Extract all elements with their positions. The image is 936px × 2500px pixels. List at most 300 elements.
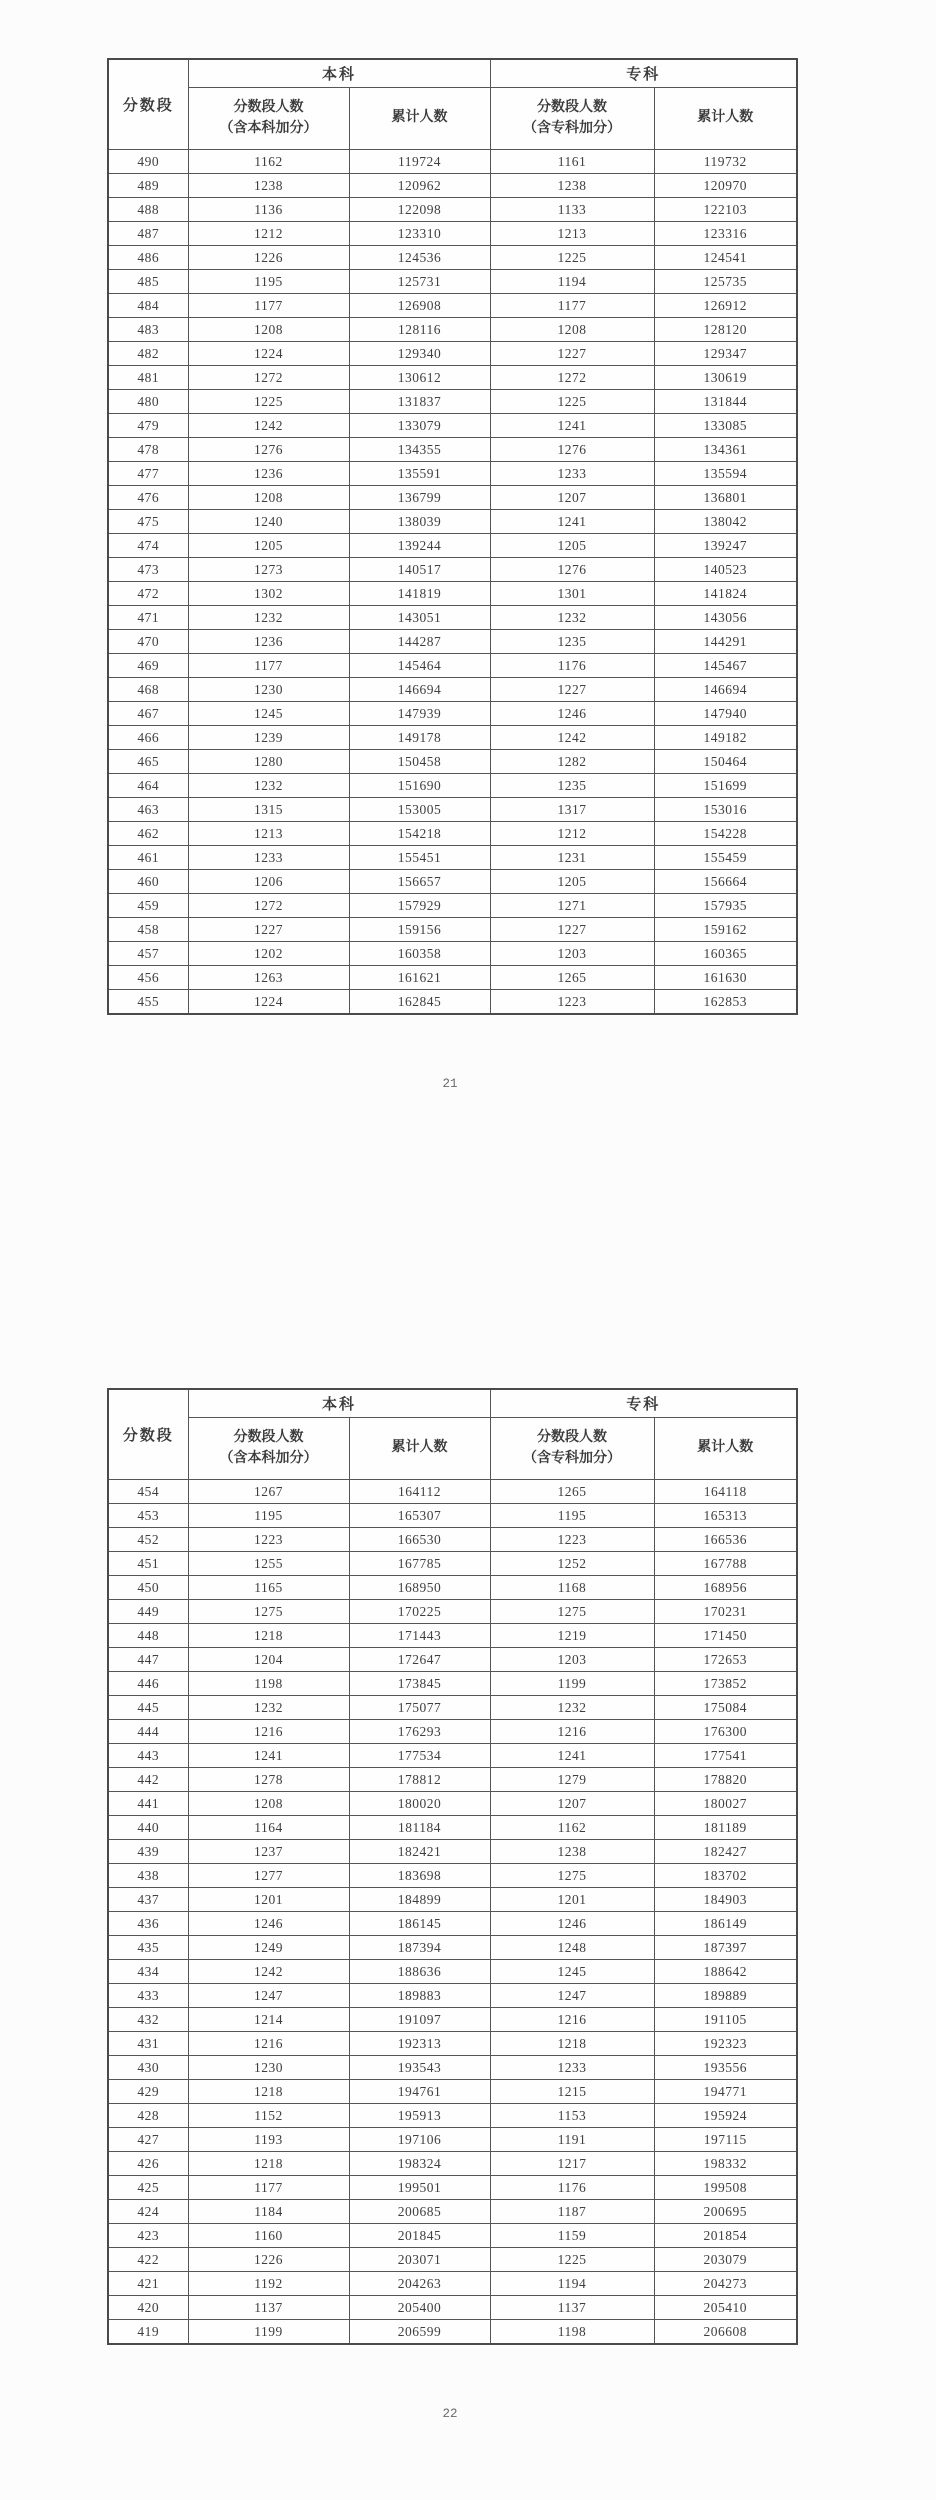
cell: 201845 <box>349 2224 490 2248</box>
cell: 188636 <box>349 1960 490 1984</box>
cell: 1267 <box>188 1480 349 1504</box>
cell: 1223 <box>188 1528 349 1552</box>
cell: 187397 <box>654 1936 797 1960</box>
cell: 446 <box>108 1672 188 1696</box>
cell: 449 <box>108 1600 188 1624</box>
cell: 1265 <box>490 1480 654 1504</box>
group-header-row <box>108 1389 797 1418</box>
cell: 433 <box>108 1984 188 2008</box>
cell: 1218 <box>188 2080 349 2104</box>
cell: 1137 <box>188 2296 349 2320</box>
cell: 463 <box>108 798 188 822</box>
table-row <box>108 606 797 630</box>
cell: 1242 <box>490 726 654 750</box>
cell: 1177 <box>188 654 349 678</box>
cell: 1216 <box>490 1720 654 1744</box>
cell: 133085 <box>654 414 797 438</box>
cell: 126912 <box>654 294 797 318</box>
cell: 1176 <box>490 2176 654 2200</box>
cell: 1194 <box>490 2272 654 2296</box>
header-college-bonus-line: （含专科加分） <box>523 1450 622 1466</box>
header-segment-count-line: 分数段人数 <box>537 1430 608 1446</box>
cell: 205410 <box>654 2296 797 2320</box>
cell: 1232 <box>490 1696 654 1720</box>
cell: 181189 <box>654 1816 797 1840</box>
table-row <box>108 174 797 198</box>
cell: 440 <box>108 1816 188 1840</box>
table-row <box>108 702 797 726</box>
cell: 1252 <box>490 1552 654 1576</box>
table-row <box>108 1528 797 1552</box>
cell: 170225 <box>349 1600 490 1624</box>
cell: 1206 <box>188 870 349 894</box>
cell: 428 <box>108 2104 188 2128</box>
cell: 164112 <box>349 1480 490 1504</box>
cell: 155451 <box>349 846 490 870</box>
cell: 166536 <box>654 1528 797 1552</box>
cell: 145464 <box>349 654 490 678</box>
table-row <box>108 414 797 438</box>
header-junior-college-group: 专科 <box>490 59 797 88</box>
cell: 129347 <box>654 342 797 366</box>
cell: 1276 <box>490 438 654 462</box>
cell: 149178 <box>349 726 490 750</box>
cell: 490 <box>108 150 188 174</box>
table-row <box>108 2104 797 2128</box>
cell: 198332 <box>654 2152 797 2176</box>
cell: 153005 <box>349 798 490 822</box>
cell: 187394 <box>349 1936 490 1960</box>
cell: 454 <box>108 1480 188 1504</box>
cell: 1218 <box>188 1624 349 1648</box>
cell: 1301 <box>490 582 654 606</box>
cell: 1255 <box>188 1552 349 1576</box>
cell: 1317 <box>490 798 654 822</box>
cell: 1159 <box>490 2224 654 2248</box>
cell: 161630 <box>654 966 797 990</box>
cell: 1230 <box>188 678 349 702</box>
cell: 486 <box>108 246 188 270</box>
cell: 134361 <box>654 438 797 462</box>
table-row <box>108 966 797 990</box>
cell: 1194 <box>490 270 654 294</box>
cell: 126908 <box>349 294 490 318</box>
table-header <box>108 59 797 150</box>
cell: 1192 <box>188 2272 349 2296</box>
header-undergrad-bonus-line: （含本科加分） <box>219 120 318 136</box>
table-row <box>108 990 797 1015</box>
cell: 1199 <box>188 2320 349 2345</box>
cell: 1225 <box>188 390 349 414</box>
cell: 419 <box>108 2320 188 2345</box>
cell: 1208 <box>188 318 349 342</box>
cell: 1278 <box>188 1768 349 1792</box>
cell: 1245 <box>490 1960 654 1984</box>
cell: 166530 <box>349 1528 490 1552</box>
table-row <box>108 582 797 606</box>
cell: 180027 <box>654 1792 797 1816</box>
cell: 1207 <box>490 1792 654 1816</box>
cell: 140523 <box>654 558 797 582</box>
cell: 1225 <box>490 246 654 270</box>
cell: 154218 <box>349 822 490 846</box>
table-row <box>108 894 797 918</box>
cell: 489 <box>108 174 188 198</box>
table-row <box>108 2056 797 2080</box>
cell: 199501 <box>349 2176 490 2200</box>
table-row <box>108 942 797 966</box>
cell: 125735 <box>654 270 797 294</box>
cell: 1227 <box>490 678 654 702</box>
cell: 483 <box>108 318 188 342</box>
cell: 154228 <box>654 822 797 846</box>
cell: 466 <box>108 726 188 750</box>
cell: 184899 <box>349 1888 490 1912</box>
cell: 1205 <box>188 534 349 558</box>
cell: 206608 <box>654 2320 797 2345</box>
cell: 195913 <box>349 2104 490 2128</box>
table-row <box>108 198 797 222</box>
cell: 448 <box>108 1624 188 1648</box>
cell: 1176 <box>490 654 654 678</box>
cell: 1271 <box>490 894 654 918</box>
cell: 144291 <box>654 630 797 654</box>
cell: 477 <box>108 462 188 486</box>
column-header-row <box>108 88 797 150</box>
cell: 438 <box>108 1864 188 1888</box>
group-header-row <box>108 59 797 88</box>
table-body <box>108 150 797 1015</box>
cell: 464 <box>108 774 188 798</box>
table-row <box>108 2128 797 2152</box>
cell: 1213 <box>188 822 349 846</box>
table-row <box>108 1744 797 1768</box>
cell: 143051 <box>349 606 490 630</box>
cell: 171443 <box>349 1624 490 1648</box>
cell: 1226 <box>188 2248 349 2272</box>
cell: 444 <box>108 1720 188 1744</box>
cell: 119732 <box>654 150 797 174</box>
header-undergraduate-group: 本科 <box>188 1389 490 1418</box>
cell: 470 <box>108 630 188 654</box>
cell: 1236 <box>188 630 349 654</box>
cell: 1246 <box>490 1912 654 1936</box>
table-row <box>108 2152 797 2176</box>
cell: 129340 <box>349 342 490 366</box>
cell: 460 <box>108 870 188 894</box>
cell: 481 <box>108 366 188 390</box>
table-row <box>108 534 797 558</box>
cell: 194761 <box>349 2080 490 2104</box>
header-college-bonus-line: （含专科加分） <box>523 120 622 136</box>
table-row <box>108 342 797 366</box>
cell: 183702 <box>654 1864 797 1888</box>
table-row <box>108 630 797 654</box>
cell: 141819 <box>349 582 490 606</box>
table-row <box>108 1888 797 1912</box>
cell: 1242 <box>188 1960 349 1984</box>
cell: 465 <box>108 750 188 774</box>
cell: 1162 <box>490 1816 654 1840</box>
cell: 122103 <box>654 198 797 222</box>
cell: 170231 <box>654 1600 797 1624</box>
table-row <box>108 318 797 342</box>
cell: 434 <box>108 1960 188 1984</box>
cell: 205400 <box>349 2296 490 2320</box>
cell: 455 <box>108 990 188 1015</box>
cell: 181184 <box>349 1816 490 1840</box>
cell: 145467 <box>654 654 797 678</box>
table-row <box>108 1960 797 1984</box>
table-row <box>108 678 797 702</box>
cell: 186145 <box>349 1912 490 1936</box>
header-undergrad-segment-count <box>188 88 349 150</box>
cell: 146694 <box>349 678 490 702</box>
table-row <box>108 390 797 414</box>
cell: 1224 <box>188 342 349 366</box>
cell: 162853 <box>654 990 797 1015</box>
cell: 484 <box>108 294 188 318</box>
cell: 200695 <box>654 2200 797 2224</box>
cell: 1231 <box>490 846 654 870</box>
header-undergrad-cumulative: 累计人数 <box>349 88 490 150</box>
cell: 1208 <box>490 318 654 342</box>
cell: 1213 <box>490 222 654 246</box>
cell: 123316 <box>654 222 797 246</box>
cell: 123310 <box>349 222 490 246</box>
cell: 422 <box>108 2248 188 2272</box>
cell: 1272 <box>188 366 349 390</box>
cell: 197106 <box>349 2128 490 2152</box>
cell: 1315 <box>188 798 349 822</box>
cell: 1217 <box>490 2152 654 2176</box>
cell: 180020 <box>349 1792 490 1816</box>
table-row <box>108 222 797 246</box>
cell: 1232 <box>188 774 349 798</box>
cell: 133079 <box>349 414 490 438</box>
table-row <box>108 558 797 582</box>
cell: 443 <box>108 1744 188 1768</box>
cell: 1272 <box>490 366 654 390</box>
cell: 130612 <box>349 366 490 390</box>
table-header <box>108 1389 797 1480</box>
cell: 138039 <box>349 510 490 534</box>
cell: 462 <box>108 822 188 846</box>
cell: 458 <box>108 918 188 942</box>
cell: 1245 <box>188 702 349 726</box>
cell: 191097 <box>349 2008 490 2032</box>
cell: 1223 <box>490 1528 654 1552</box>
cell: 1282 <box>490 750 654 774</box>
header-undergrad-segment-count <box>188 1418 349 1480</box>
table-row <box>108 1648 797 1672</box>
table-row <box>108 1696 797 1720</box>
cell: 149182 <box>654 726 797 750</box>
page-number: 21 <box>442 1077 458 1091</box>
table-row <box>108 2248 797 2272</box>
table-row <box>108 846 797 870</box>
table-row <box>108 1912 797 1936</box>
cell: 1208 <box>188 1792 349 1816</box>
cell: 131837 <box>349 390 490 414</box>
cell: 151690 <box>349 774 490 798</box>
cell: 429 <box>108 2080 188 2104</box>
table-row <box>108 270 797 294</box>
cell: 173845 <box>349 1672 490 1696</box>
cell: 468 <box>108 678 188 702</box>
cell: 1187 <box>490 2200 654 2224</box>
cell: 1212 <box>188 222 349 246</box>
table-row <box>108 2176 797 2200</box>
table-row <box>108 2272 797 2296</box>
cell: 178820 <box>654 1768 797 1792</box>
header-segment-count-line: 分数段人数 <box>233 1430 304 1446</box>
cell: 201854 <box>654 2224 797 2248</box>
cell: 480 <box>108 390 188 414</box>
cell: 472 <box>108 582 188 606</box>
cell: 150458 <box>349 750 490 774</box>
cell: 1276 <box>490 558 654 582</box>
cell: 1216 <box>490 2008 654 2032</box>
cell: 1233 <box>188 846 349 870</box>
cell: 453 <box>108 1504 188 1528</box>
table-row <box>108 1768 797 1792</box>
table-row <box>108 774 797 798</box>
cell: 139244 <box>349 534 490 558</box>
cell: 1205 <box>490 534 654 558</box>
cell: 1227 <box>490 918 654 942</box>
cell: 476 <box>108 486 188 510</box>
cell: 435 <box>108 1936 188 1960</box>
table-row <box>108 654 797 678</box>
cell: 475 <box>108 510 188 534</box>
cell: 1164 <box>188 1816 349 1840</box>
cell: 1214 <box>188 2008 349 2032</box>
header-segment-count-line: 分数段人数 <box>233 100 304 116</box>
cell: 186149 <box>654 1912 797 1936</box>
table-row <box>108 2008 797 2032</box>
cell: 1218 <box>188 2152 349 2176</box>
cell: 1241 <box>490 510 654 534</box>
cell: 474 <box>108 534 188 558</box>
column-header-row <box>108 1418 797 1480</box>
cell: 1201 <box>490 1888 654 1912</box>
cell: 467 <box>108 702 188 726</box>
table-row <box>108 1864 797 1888</box>
cell: 125731 <box>349 270 490 294</box>
cell: 1201 <box>188 1888 349 1912</box>
cell: 1225 <box>490 2248 654 2272</box>
page-number: 22 <box>442 2407 458 2421</box>
cell: 191105 <box>654 2008 797 2032</box>
cell: 1276 <box>188 438 349 462</box>
cell: 431 <box>108 2032 188 2056</box>
cell: 1219 <box>490 1624 654 1648</box>
cell: 1237 <box>188 1840 349 1864</box>
cell: 1241 <box>490 414 654 438</box>
cell: 1198 <box>490 2320 654 2345</box>
cell: 130619 <box>654 366 797 390</box>
cell: 128116 <box>349 318 490 342</box>
cell: 456 <box>108 966 188 990</box>
cell: 437 <box>108 1888 188 1912</box>
cell: 445 <box>108 1696 188 1720</box>
header-college-segment-count <box>490 1418 654 1480</box>
cell: 1193 <box>188 2128 349 2152</box>
cell: 120970 <box>654 174 797 198</box>
cell: 459 <box>108 894 188 918</box>
cell: 172653 <box>654 1648 797 1672</box>
cell: 485 <box>108 270 188 294</box>
cell: 203079 <box>654 2248 797 2272</box>
cell: 427 <box>108 2128 188 2152</box>
table-row <box>108 366 797 390</box>
table-row <box>108 750 797 774</box>
table-row <box>108 1576 797 1600</box>
table-row <box>108 510 797 534</box>
cell: 1152 <box>188 2104 349 2128</box>
cell: 1265 <box>490 966 654 990</box>
cell: 140517 <box>349 558 490 582</box>
cell: 150464 <box>654 750 797 774</box>
cell: 479 <box>108 414 188 438</box>
cell: 203071 <box>349 2248 490 2272</box>
cell: 1241 <box>490 1744 654 1768</box>
cell: 1184 <box>188 2200 349 2224</box>
table-row <box>108 1552 797 1576</box>
header-college-cumulative: 累计人数 <box>654 88 797 150</box>
cell: 204263 <box>349 2272 490 2296</box>
cell: 128120 <box>654 318 797 342</box>
cell: 124536 <box>349 246 490 270</box>
cell: 1161 <box>490 150 654 174</box>
table-row <box>108 1624 797 1648</box>
cell: 452 <box>108 1528 188 1552</box>
cell: 136801 <box>654 486 797 510</box>
cell: 441 <box>108 1792 188 1816</box>
cell: 1162 <box>188 150 349 174</box>
cell: 1246 <box>490 702 654 726</box>
cell: 1202 <box>188 942 349 966</box>
cell: 1302 <box>188 582 349 606</box>
cell: 1218 <box>490 2032 654 2056</box>
cell: 1238 <box>490 174 654 198</box>
score-distribution-table-page-22 <box>107 1388 798 2345</box>
cell: 482 <box>108 342 188 366</box>
cell: 1203 <box>490 1648 654 1672</box>
cell: 1249 <box>188 1936 349 1960</box>
table-row <box>108 2080 797 2104</box>
cell: 1246 <box>188 1912 349 1936</box>
cell: 1205 <box>490 870 654 894</box>
cell: 1160 <box>188 2224 349 2248</box>
cell: 1232 <box>188 1696 349 1720</box>
cell: 1195 <box>188 1504 349 1528</box>
cell: 1236 <box>188 462 349 486</box>
cell: 478 <box>108 438 188 462</box>
cell: 1263 <box>188 966 349 990</box>
table-row <box>108 150 797 174</box>
table-row <box>108 1840 797 1864</box>
cell: 155459 <box>654 846 797 870</box>
cell: 192323 <box>654 2032 797 2056</box>
cell: 177541 <box>654 1744 797 1768</box>
cell: 1279 <box>490 1768 654 1792</box>
cell: 1137 <box>490 2296 654 2320</box>
cell: 175084 <box>654 1696 797 1720</box>
cell: 164118 <box>654 1480 797 1504</box>
table-row <box>108 1720 797 1744</box>
